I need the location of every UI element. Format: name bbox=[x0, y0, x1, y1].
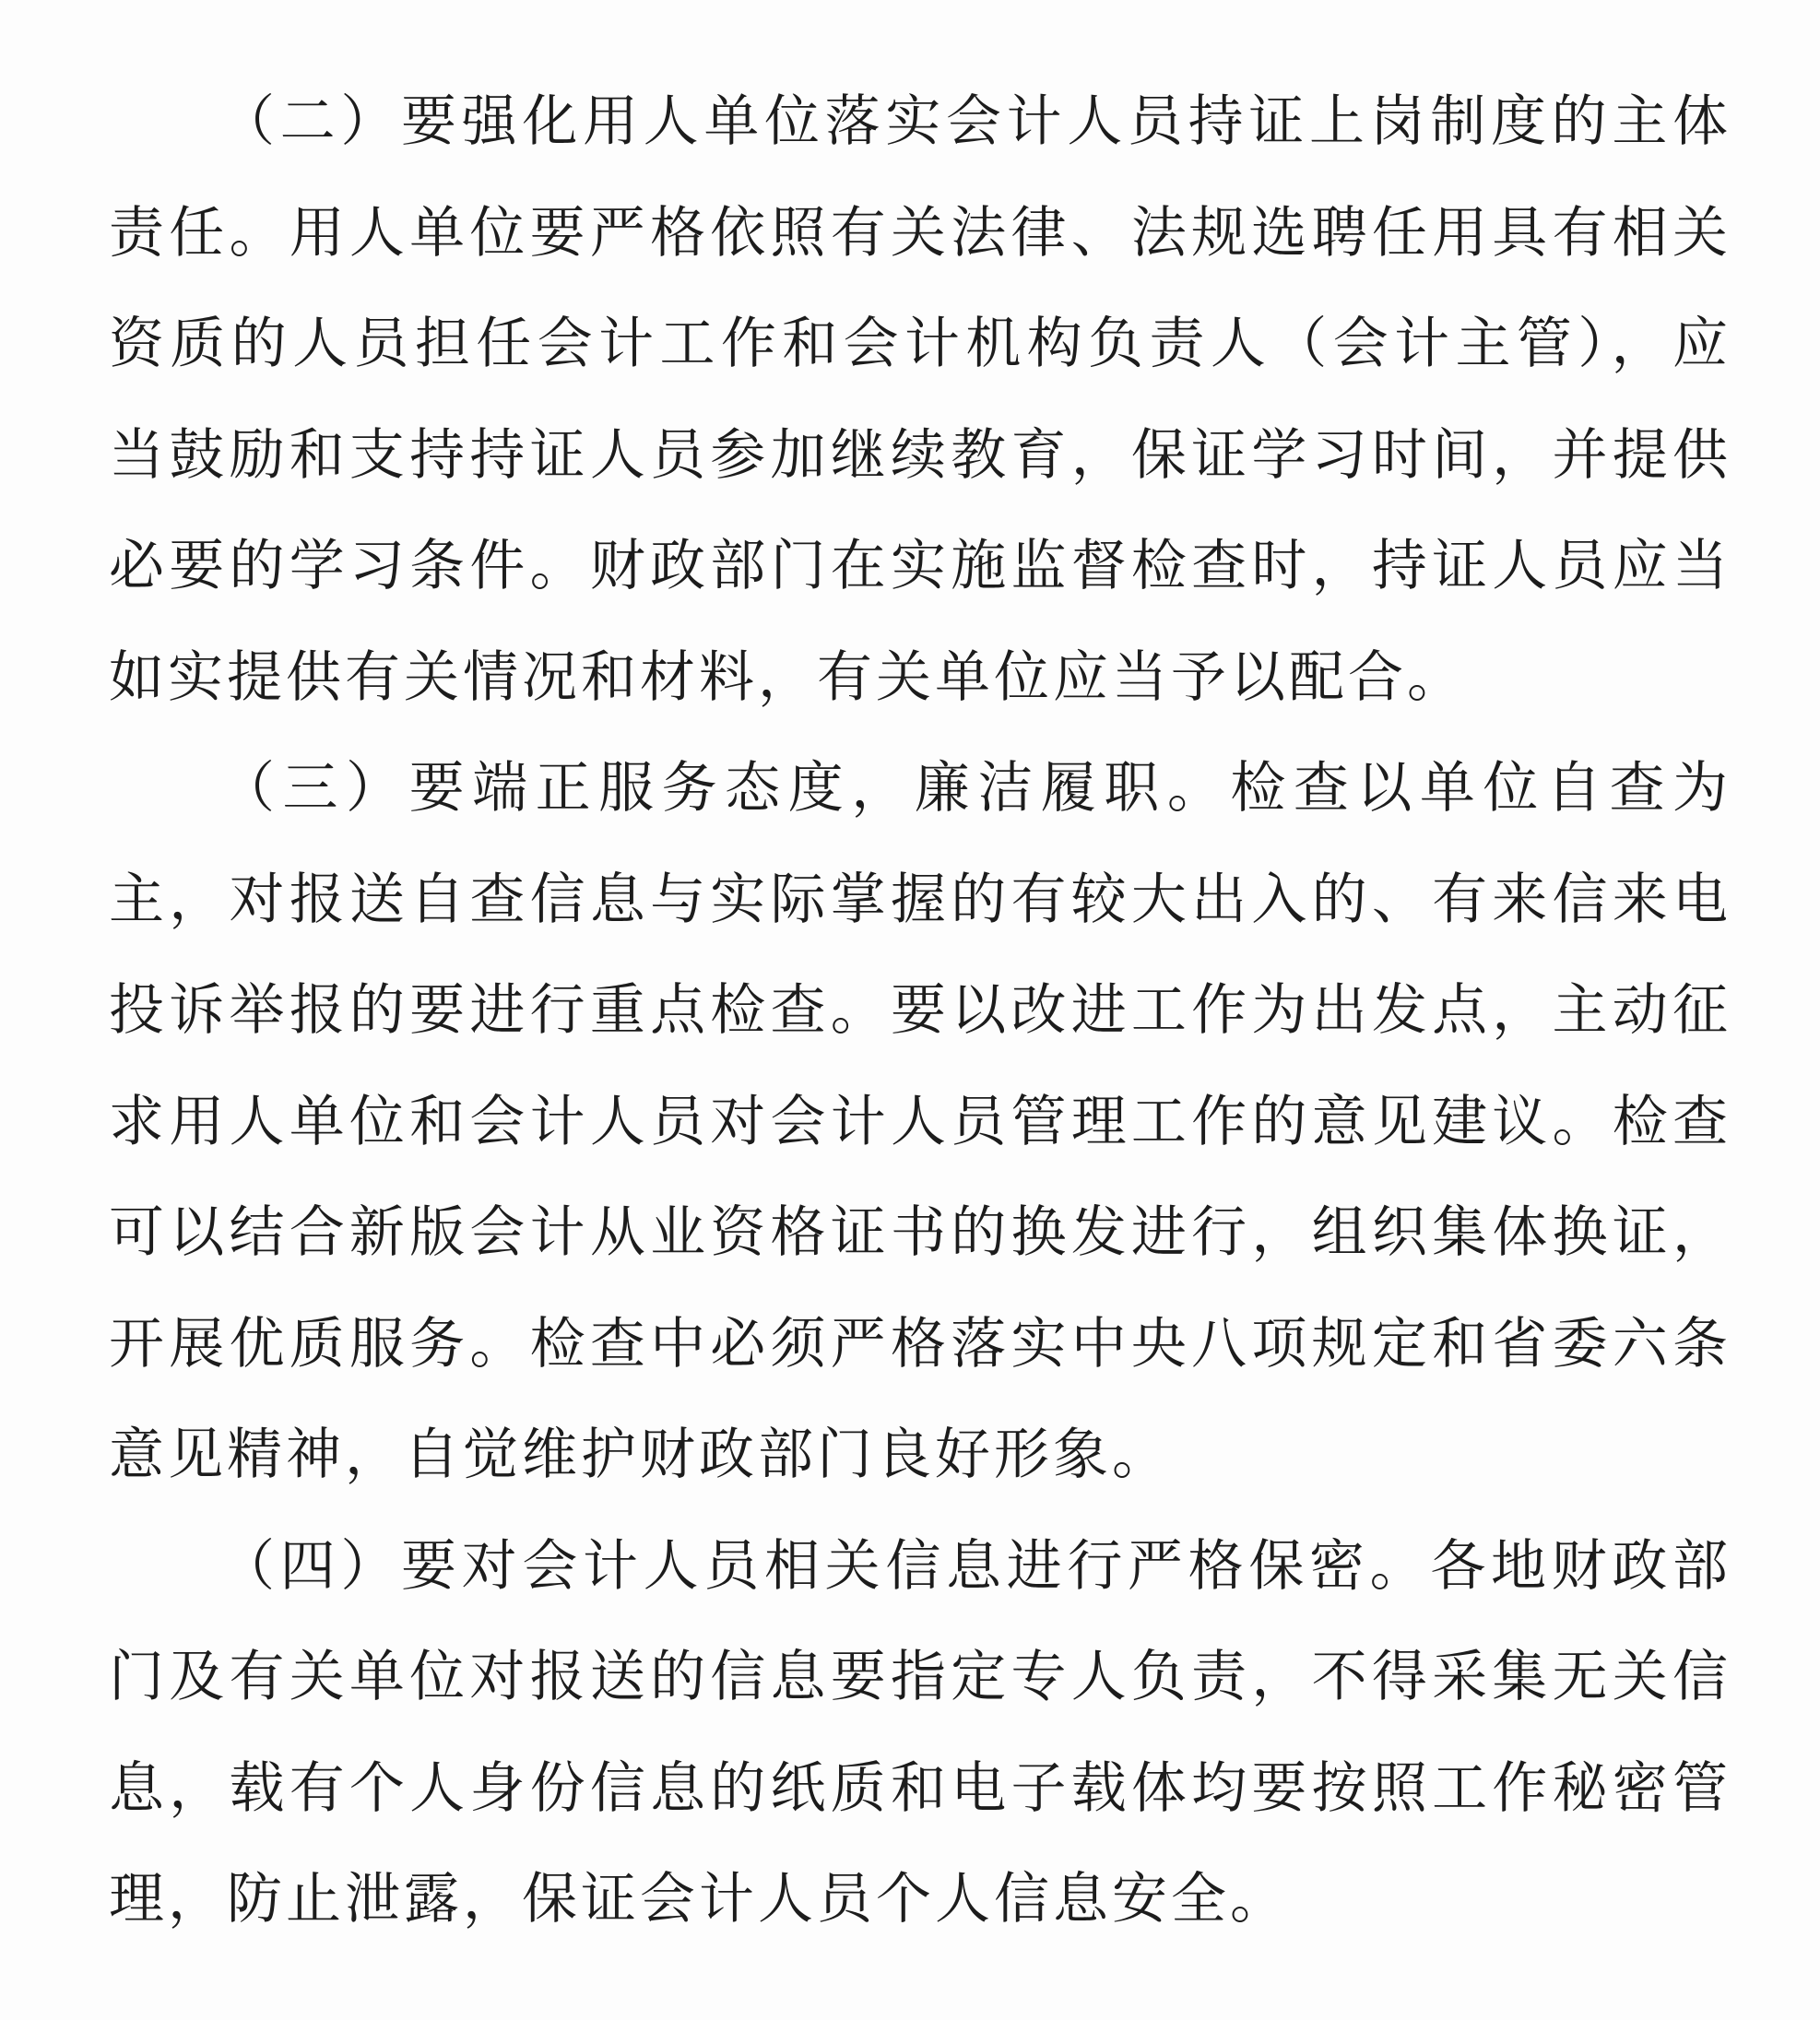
paragraph-section-3: （三）要端正服务态度，廉洁履职。检查以单位自查为主，对报送自查信息与实际掌握的有较大出入的、有来信来电投诉举报的要进行重点检查。要以改进工作为出发点，主动征求用人单位和会计人员对会计人员管理工作的意见建议。检查可以结合新版会计从业资格证书的换发进行，组织集体换证，开展优质服务。检查中必须严格落实中央八项规定和省委六条意见精神，自觉维护财政部门良好形象。 bbox=[109, 756, 1731, 1487]
paragraph-section-2: （二）要强化用人单位落实会计人员持证上岗制度的主体责任。用人单位要严格依照有关法律、法规选聘任用具有相关资质的人员担任会计工作和会计机构负责人（会计主管），应当鼓励和支持持证人员参加继续教育，保证学习时间，并提供必要的学习条件。财政部门在实施监督检查时，持证人员应当如实提供有关情况和材料，有关单位应当予以配合。 bbox=[109, 89, 1731, 710]
document-body bbox=[109, 66, 1731, 1955]
paragraph-section-4: （四）要对会计人员相关信息进行严格保密。各地财政部门及有关单位对报送的信息要指定专人负责，不得采集无关信息，载有个人身份信息的纸质和电子载体均要按照工作秘密管理，防止泄露，保证会计人员个人信息安全。 bbox=[109, 1533, 1731, 1931]
